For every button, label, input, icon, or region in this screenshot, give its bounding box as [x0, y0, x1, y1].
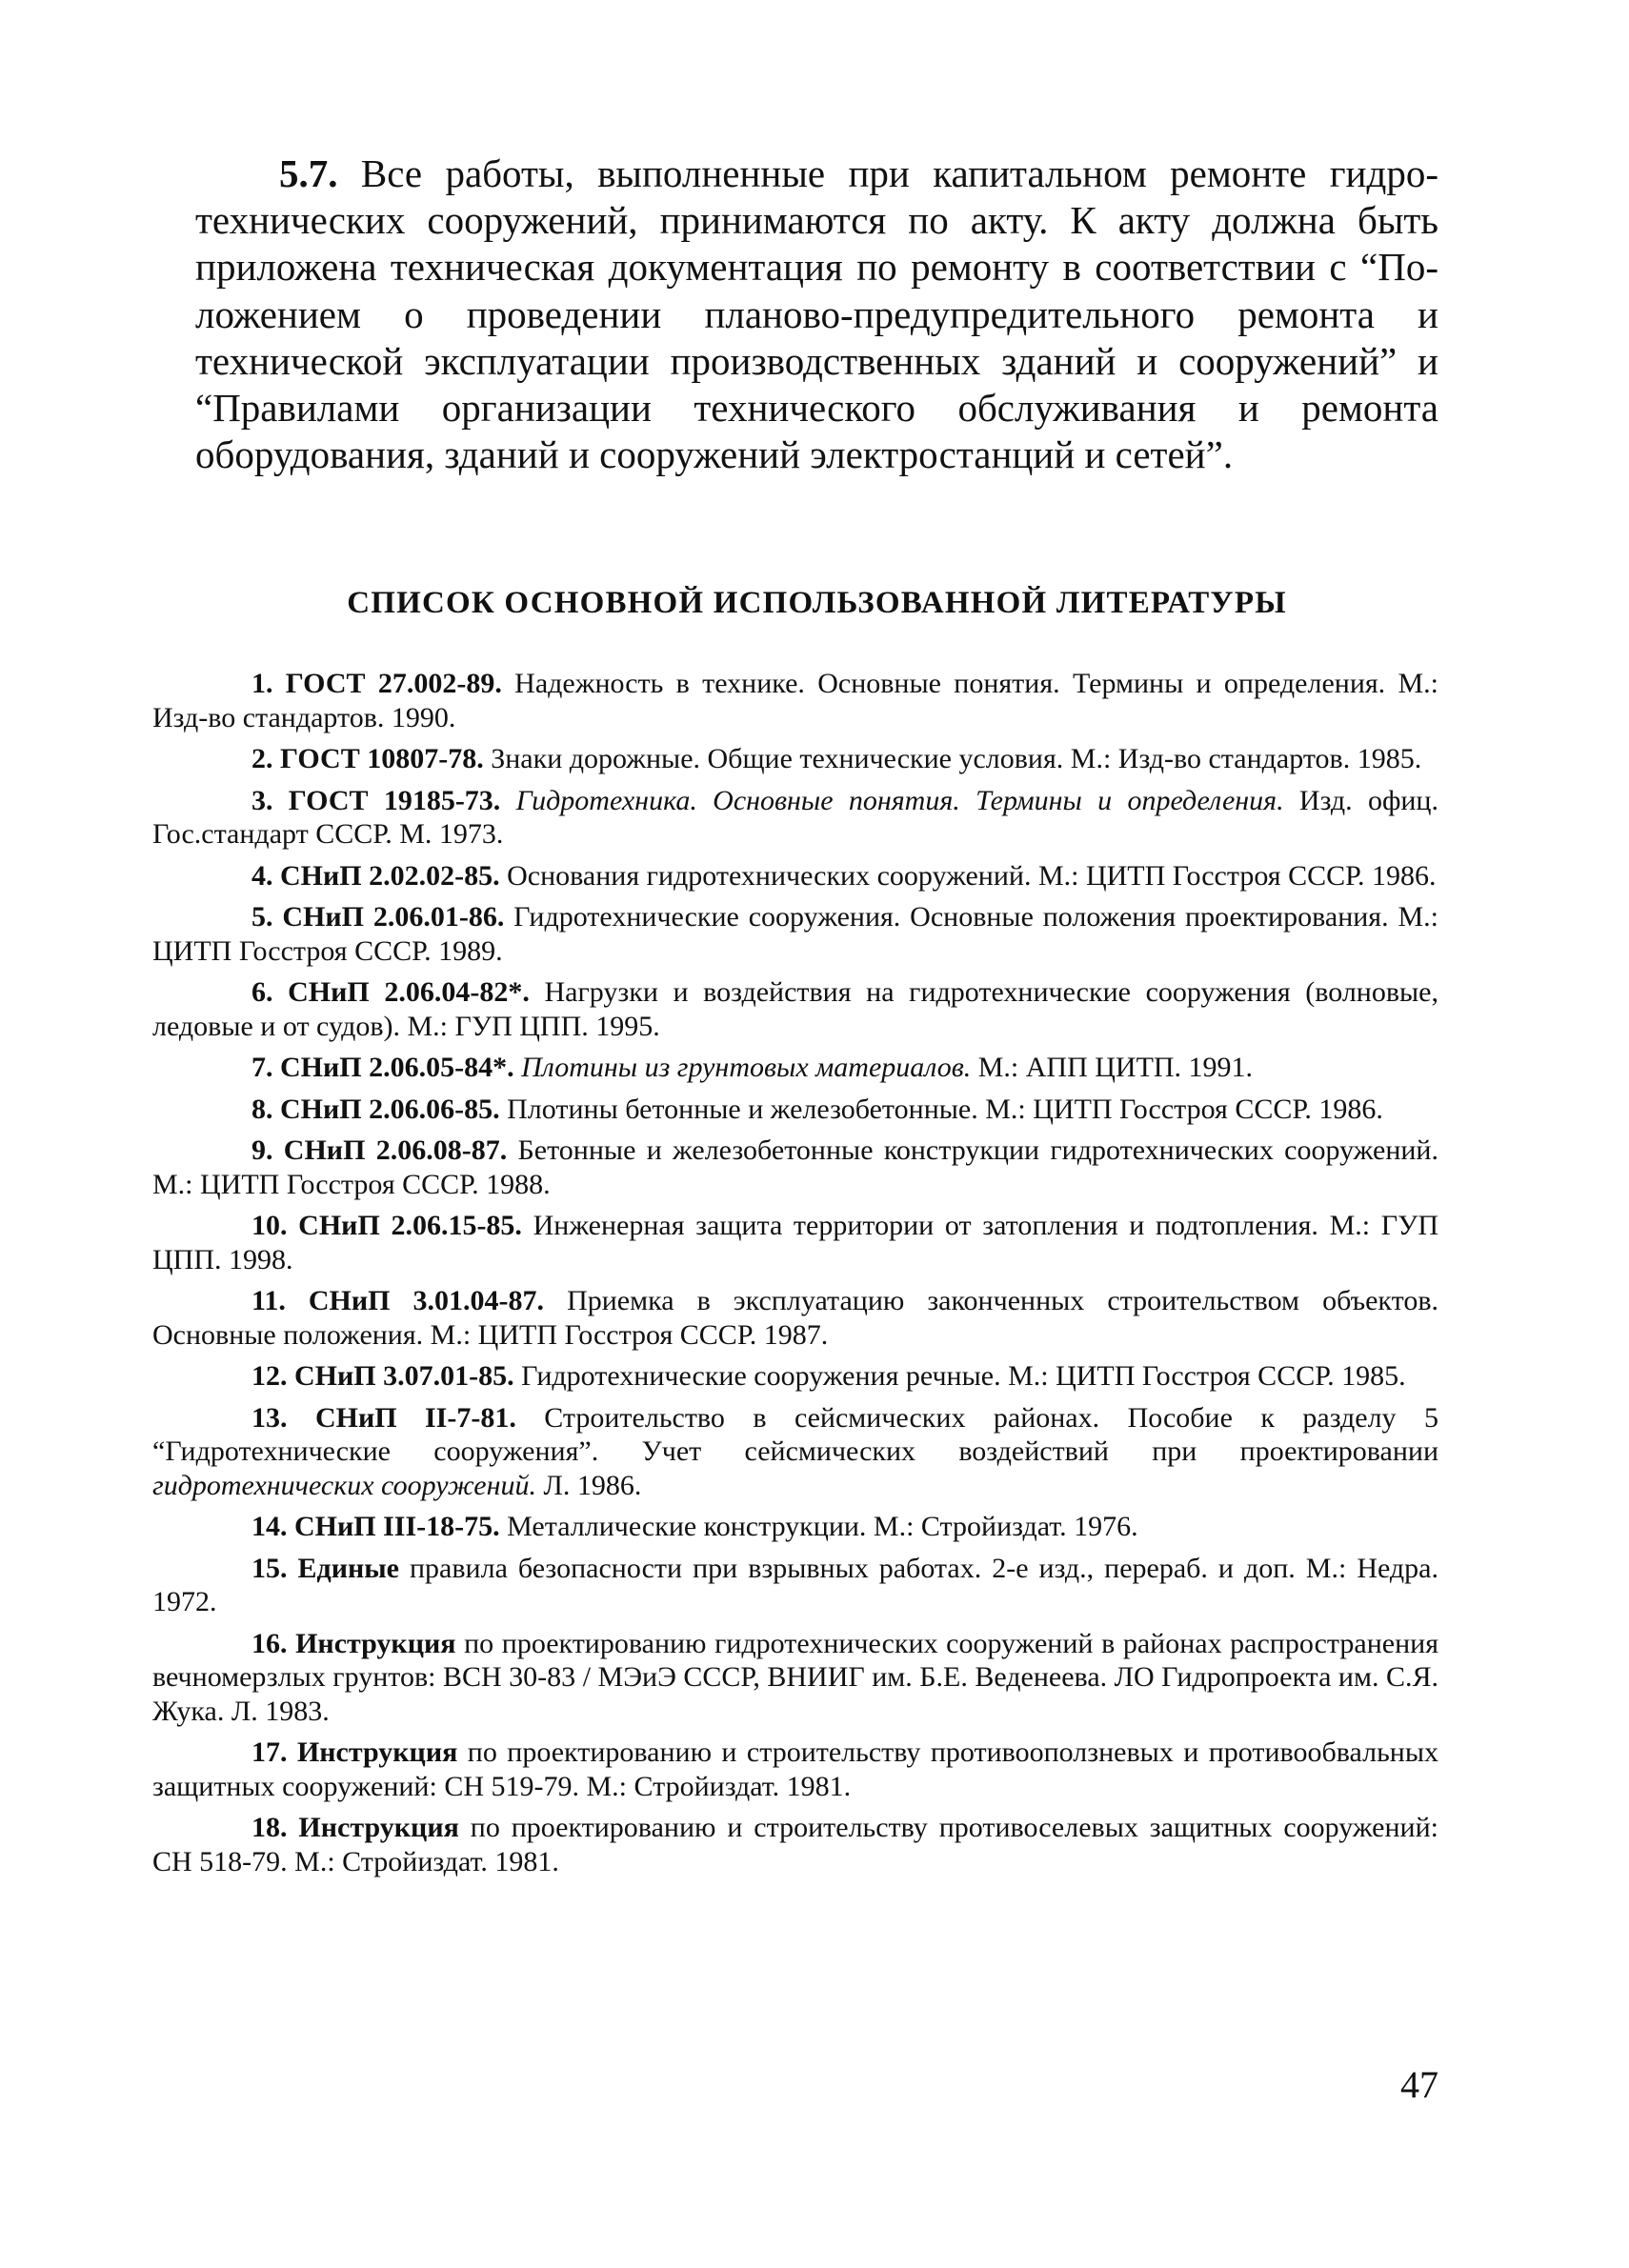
reference-text: Гидротехнические сооружения. Основные положения проектирования. М.: ЦИТП Госстроя СССР. 1989. [152, 901, 1438, 967]
reference-lead: 4. СНиП 2.02.02-85. [251, 859, 500, 892]
reference-text: Изд. офиц. Гос.стандарт СССР. М. 1973. [152, 784, 1438, 850]
reference-item [152, 900, 1438, 968]
reference-text: по проектированию и строительству противооползневых и противообвальных защитных сооружений: СН 519-79. М.: Стройиздат. 1981. [152, 1736, 1438, 1802]
reference-text: Бетонные и железобетонные конструкции гидротехнических сооружений. М.: ЦИТП Госстроя СССР. 1988. [152, 1134, 1438, 1200]
references-heading: СПИСОК ОСНОВНОЙ ИСПОЛЬЗОВАННОЙ ЛИТЕРАТУРЫ [347, 586, 1287, 620]
reference-text: Плотины бетонные и железобетонные. М.: ЦИТП Госстроя СССР. 1986. [499, 1093, 1383, 1125]
reference-text: Инженерная защита территории от затопления и подтопления. М.: ГУП ЦПП. 1998. [152, 1210, 1438, 1275]
reference-item [152, 784, 1438, 852]
reference-lead: 17. Инструкция [251, 1736, 458, 1768]
reference-lead: 8. СНиП 2.06.06-85. [251, 1093, 500, 1125]
reference-text: Знаки дорожные. Общие технические условия. М.: Изд-во стандартов. 1985. [483, 743, 1422, 774]
reference-item [152, 1134, 1438, 1201]
reference-item [152, 975, 1438, 1043]
reference-text: правила безопасности при взрывных работах. 2-е изд., перераб. и доп. М.: Недра. 1972. [152, 1552, 1438, 1617]
reference-item [152, 1627, 1438, 1729]
reference-text: Основания гидротехнических сооружений. М.: ЦИТП Госстроя СССР. 1986. [499, 859, 1437, 892]
reference-text: Строительство в сейсмических районах. Пособие к разделу 5 “Гидротехнические сооружения”. Учет сейсмических воздействий при проектировании [152, 1401, 1438, 1467]
reference-lead: 16. Инструкция [251, 1627, 456, 1659]
reference-item [152, 1552, 1438, 1619]
intro-paragraph [195, 151, 1438, 478]
reference-lead: 2. ГОСТ 10807-78. [251, 743, 484, 774]
reference-lead: 7. СНиП 2.06.05-84*. [251, 1052, 514, 1083]
reference-text: Металлические конструкции. М.: Стройиздат. 1976. [499, 1511, 1138, 1542]
reference-italic: гидротехнических сооружений. [152, 1469, 537, 1501]
reference-lead: 9. СНиП 2.06.08-87. [251, 1134, 508, 1166]
page-number: 47 [1400, 2063, 1438, 2106]
reference-italic: Гидротехника. Основные понятия. Термины и определения. [500, 784, 1284, 816]
reference-lead: 5. СНиП 2.06.01-86. [251, 901, 505, 933]
reference-lead: 6. СНиП 2.06.04-82*. [251, 976, 530, 1008]
reference-lead: 15. Единые [251, 1552, 399, 1584]
reference-text: по проектированию и строительству противоселевых защитных сооружений: СН 518-79. М.: Стройиздат. 1981. [152, 1812, 1438, 1877]
reference-item [152, 1401, 1438, 1503]
reference-item [152, 742, 1438, 776]
reference-item [152, 859, 1438, 893]
reference-item [152, 1811, 1438, 1878]
intro-text: Все работы, выполненные при капитальном ремонте гидротехнических сооружений, принимаются по акту. К акту должна быть приложена техническая документация по ремонту в соответствии с “Положением о проведении планово-предупредительного ремонта и технической эксплуатации производственных зданий и сооружений” и “Правилами организации технического обслуживания и ремонта оборудования, зданий и сооружений электростанций и сетей”. [195, 151, 1438, 477]
intro-number: 5.7. [279, 151, 338, 195]
reference-item [152, 1284, 1438, 1352]
reference-item [152, 1510, 1438, 1544]
reference-lead: 18. Инструкция [251, 1812, 459, 1843]
reference-text: Гидротехнические сооружения речные. М.: ЦИТП Госстроя СССР. 1985. [513, 1360, 1406, 1392]
reference-lead: 13. СНиП II-7-81. [251, 1401, 516, 1434]
reference-item [152, 1359, 1438, 1394]
reference-lead: 11. СНиП 3.01.04-87. [251, 1285, 545, 1316]
reference-italic: Плотины из грунтовых материалов. [513, 1052, 972, 1083]
references-list [152, 667, 1438, 1886]
reference-tail: Л. 1986. [536, 1469, 642, 1501]
reference-item [152, 1051, 1438, 1085]
reference-lead: 3. ГОСТ 19185-73. [251, 784, 501, 816]
reference-lead: 12. СНиП 3.07.01-85. [251, 1360, 514, 1392]
reference-text: Нагрузки и воздействия на гидротехнические сооружения (волновые, ледовые и от судов). М.: ГУП ЦПП. 1995. [152, 976, 1438, 1042]
reference-item [152, 1209, 1438, 1276]
reference-item [152, 667, 1438, 734]
reference-text: Приемка в эксплуатацию законченных строительством объектов. Основные положения. М.: ЦИТП Госстроя СССР. 1987. [152, 1285, 1438, 1351]
reference-item [152, 1736, 1438, 1803]
reference-item [152, 1093, 1438, 1127]
reference-lead: 10. СНиП 2.06.15-85. [251, 1210, 522, 1241]
reference-lead: 1. ГОСТ 27.002-89. [251, 668, 502, 699]
reference-text: М.: АПП ЦИТП. 1991. [971, 1052, 1254, 1083]
reference-text: Надежность в технике. Основные понятия. Термины и определения. М.: Изд-во стандартов. 1990. [152, 668, 1438, 733]
reference-text: по проектированию гидротехнических сооружений в районах распространения вечномерзлых грунтов: ВСН 30-83 / МЭиЭ СССР, ВНИИГ им. Б.Е. Веденеева. ЛО Гидропроекта им. С.Я. Жука. Л. 1983. [152, 1627, 1438, 1727]
reference-lead: 14. СНиП III-18-75. [251, 1511, 500, 1542]
